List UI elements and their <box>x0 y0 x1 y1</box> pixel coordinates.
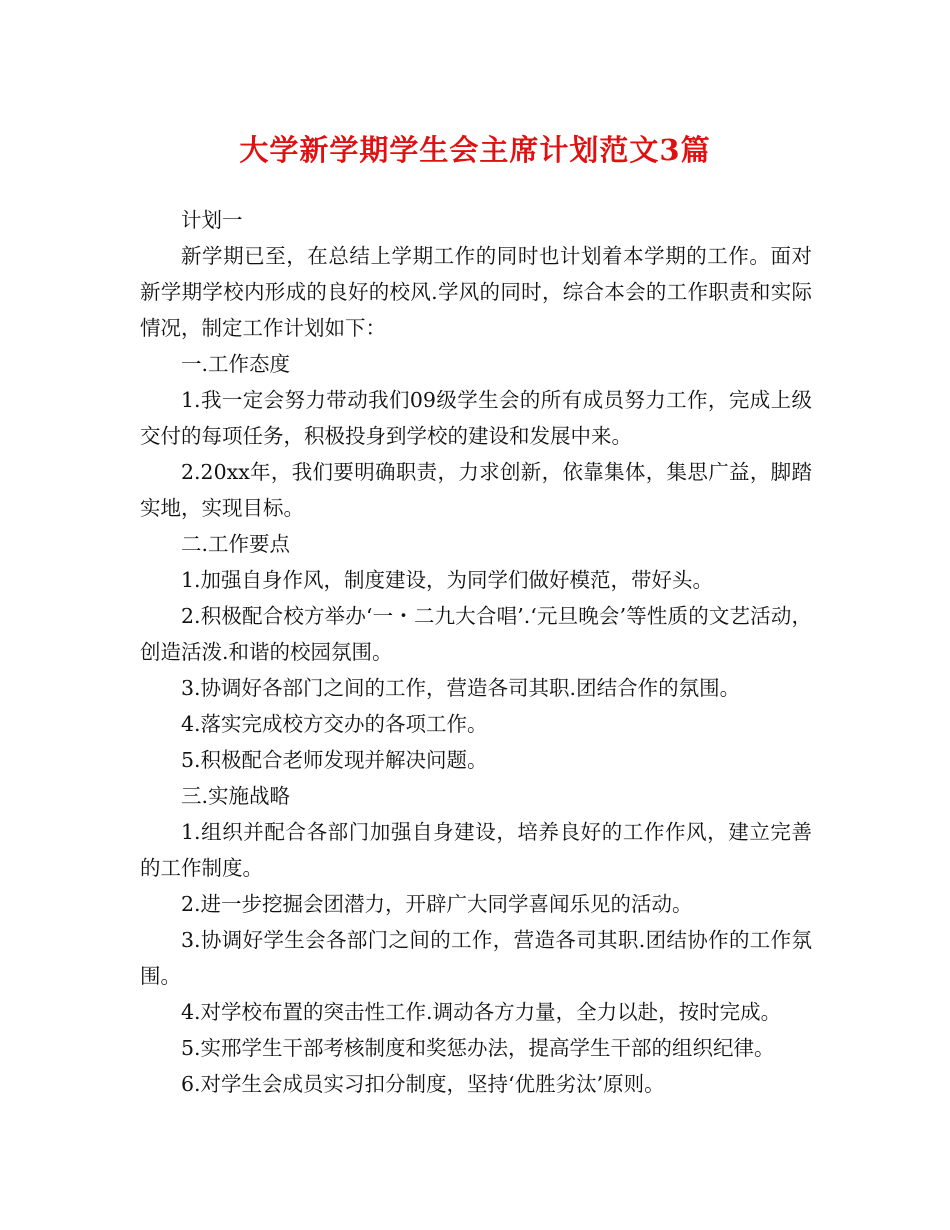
section-heading-key-points: 二.工作要点 <box>181 532 291 556</box>
strategy-item-5: 5.实邢学生干部考核制度和奖惩办法，提高学生干部的组织纪律。 <box>181 1036 775 1060</box>
strategy-item-2: 2.进一步挖掘会团潜力，开辟广大同学喜闻乐见的活动。 <box>181 892 693 916</box>
key-point-item-1: 1.加强自身作风，制度建设，为同学们做好模范，带好头。 <box>181 568 714 592</box>
key-point-item-2: 2.积极配合校方举办‘一・二九大合唱’.‘元旦晚会’等性质的文艺活动，创造活泼.和谐的校园氛围。 <box>140 604 812 664</box>
strategy-item-1: 1.组织并配合各部门加强自身建设，培养良好的工作作风，建立完善的工作制度。 <box>140 820 812 880</box>
attitude-item-2: 2.20xx年，我们要明确职责，力求创新，依靠集体，集思广益，脚踏实地，实现目标。 <box>140 460 812 520</box>
strategy-item-6: 6.对学生会成员实习扣分制度，坚持‘优胜劣汰’原则。 <box>181 1072 665 1096</box>
strategy-item-3: 3.协调好学生会各部门之间的工作，营造各司其职.团结协作的工作氛围。 <box>140 928 812 988</box>
attitude-item-1: 1.我一定会努力带动我们09级学生会的所有成员努力工作，完成上级交付的每项任务，积极投身到学校的建设和发展中来。 <box>140 388 812 448</box>
section-heading-plan-one: 计划一 <box>181 208 243 232</box>
key-point-item-5: 5.积极配合老师发现并解决问题。 <box>181 748 488 772</box>
key-point-item-3: 3.协调好各部门之间的工作，营造各司其职.团结合作的氛围。 <box>181 676 741 700</box>
section-heading-work-attitude: 一.工作态度 <box>181 352 291 376</box>
document-title: 大学新学期学生会主席计划范文3篇 <box>239 133 711 167</box>
key-point-item-4: 4.落实完成校方交办的各项工作。 <box>181 712 488 736</box>
section-heading-strategy: 三.实施战略 <box>181 784 291 808</box>
intro-paragraph: 新学期已至，在总结上学期工作的同时也计划着本学期的工作。面对新学期学校内形成的良好的校风.学风的同时，综合本会的工作职责和实际情况，制定工作计划如下： <box>140 244 812 340</box>
strategy-item-4: 4.对学校布置的突击性工作.调动各方力量，全力以赴，按时完成。 <box>181 1000 782 1024</box>
document-body <box>140 202 812 1102</box>
